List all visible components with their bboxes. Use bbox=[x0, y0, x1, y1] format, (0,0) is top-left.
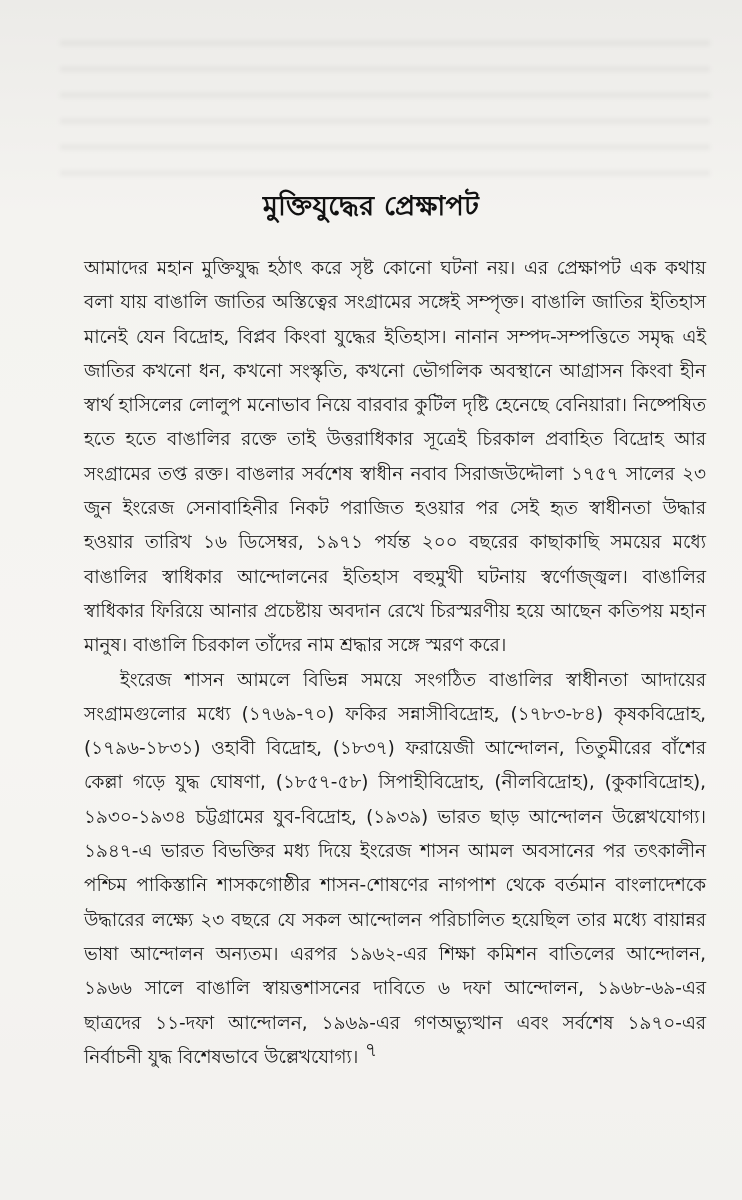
paragraph: ইংরেজ শাসন আমলে বিভিন্ন সময়ে সংগঠিত বাঙালির স্বাধীনতা আদায়ের সংগ্রামগুলোর মধ্যে (১৭৬৯-৭০) ফকির সন্নাসীবিদ্রোহ, (১৭৮৩-৮৪) কৃষকবিদ্রোহ, (১৭৯৬-১৮৩১) ওহাবী বিদ্রোহ, (১৮৩৭) ফরায়েজী আন্দোলন, তিতুমীরের বাঁশের কেল্লা গড়ে যুদ্ধ ঘোষণা, (১৮৫৭-৫৮) সিপাহীবিদ্রোহ, (নীলবিদ্রোহ), (কুকাবিদ্রোহ), ১৯৩০-১৯৩৪ চট্টগ্রামের যুব-বিদ্রোহ, (১৯৩৯) ভারত ছাড় আন্দোলন উল্লেখযোগ্য। ১৯৪৭-এ ভারত বিভক্তির মধ্য দিয়ে ইংরেজ শাসন আমল অবসানের পর তৎকালীন পশ্চিম পাকিস্তানি শাসকগোষ্ঠীর শাসন-শোষণের নাগপাশ থেকে বর্তমান বাংলাদেশকে উদ্ধারের লক্ষ্যে ২৩ বছরে যে সকল আন্দোলন পরিচালিত হয়েছিল তার মধ্যে বায়ান্নর ভাষা আন্দোলন অন্যতম। এরপর ১৯৬২-এর শিক্ষা কমিশন বাতিলের আন্দোলন, ১৯৬৬ সালে বাঙালি স্বায়ত্তশাসনের দাবিতে ৬ দফা আন্দোলন, ১৯৬৮-৬৯-এর ছাত্রদের ১১-দফা আন্দোলন, ১৯৬৯-এর গণঅভ্যুত্থান এবং সর্বশেষ ১৯৭০-এর নির্বাচনী যুদ্ধ বিশেষভাবে উল্লেখযোগ্য। bbox=[84, 669, 706, 1068]
paragraph: আমাদের মহান মুক্তিযুদ্ধ হঠাৎ করে সৃষ্ট কোনো ঘটনা নয়। এর প্রেক্ষাপট এক কথায় বলা যায় বাঙালি জাতির অস্তিত্বের সংগ্রামের সঙ্গেই সম্পৃক্ত। বাঙালি জাতির ইতিহাস মানেই যেন বিদ্রোহ, বিপ্লব কিংবা যুদ্ধের ইতিহাস। নানান সম্পদ-সম্পত্তিতে সমৃদ্ধ এই জাতির কখনো ধন, কখনো সংস্কৃতি, কখনো ভৌগলিক অবস্থানে আগ্রাসন কিংবা হীন স্বার্থ হাসিলের লোলুপ মনোভাব নিয়ে বারবার কুটিল দৃষ্টি হেনেছে বেনিয়ারা। নিষ্পেষিত হতে হতে বাঙালির রক্তে তাই উত্তরাধিকার সূত্রেই চিরকাল প্রবাহিত বিদ্রোহ আর সংগ্রামের তপ্ত রক্ত। বাঙলার সর্বশেষ স্বাধীন নবাব সিরাজউদ্দৌলা ১৭৫৭ সালের ২৩ জুন ইংরেজ সেনাবাহিনীর নিকট পরাজিত হওয়ার পর সেই হৃত স্বাধীনতা উদ্ধার হওয়ার তারিখ ১৬ ডিসেম্বর, ১৯৭১ পর্যন্ত ২০০ বছরের কাছাকাছি সময়ের মধ্যে বাঙালির স্বাধিকার আন্দোলনের ইতিহাস বহুমুখী ঘটনায় স্বর্ণোজ্জ্বল। বাঙালির স্বাধিকার ফিরিয়ে আনার প্রচেষ্টায় অবদান রেখে চিরস্মরণীয় হয়ে আছেন কতিপয় মহান মানুষ। বাঙালি চিরকাল তাঁদের নাম শ্রদ্ধার সঙ্গে স্মরণ করে। bbox=[84, 258, 706, 657]
show-through-text bbox=[60, 40, 710, 190]
chapter-body bbox=[84, 252, 706, 1075]
chapter-title: মুক্তিযুদ্ধের প্রেক্ষাপট bbox=[262, 191, 480, 222]
page-number: ৭ bbox=[364, 1039, 378, 1061]
